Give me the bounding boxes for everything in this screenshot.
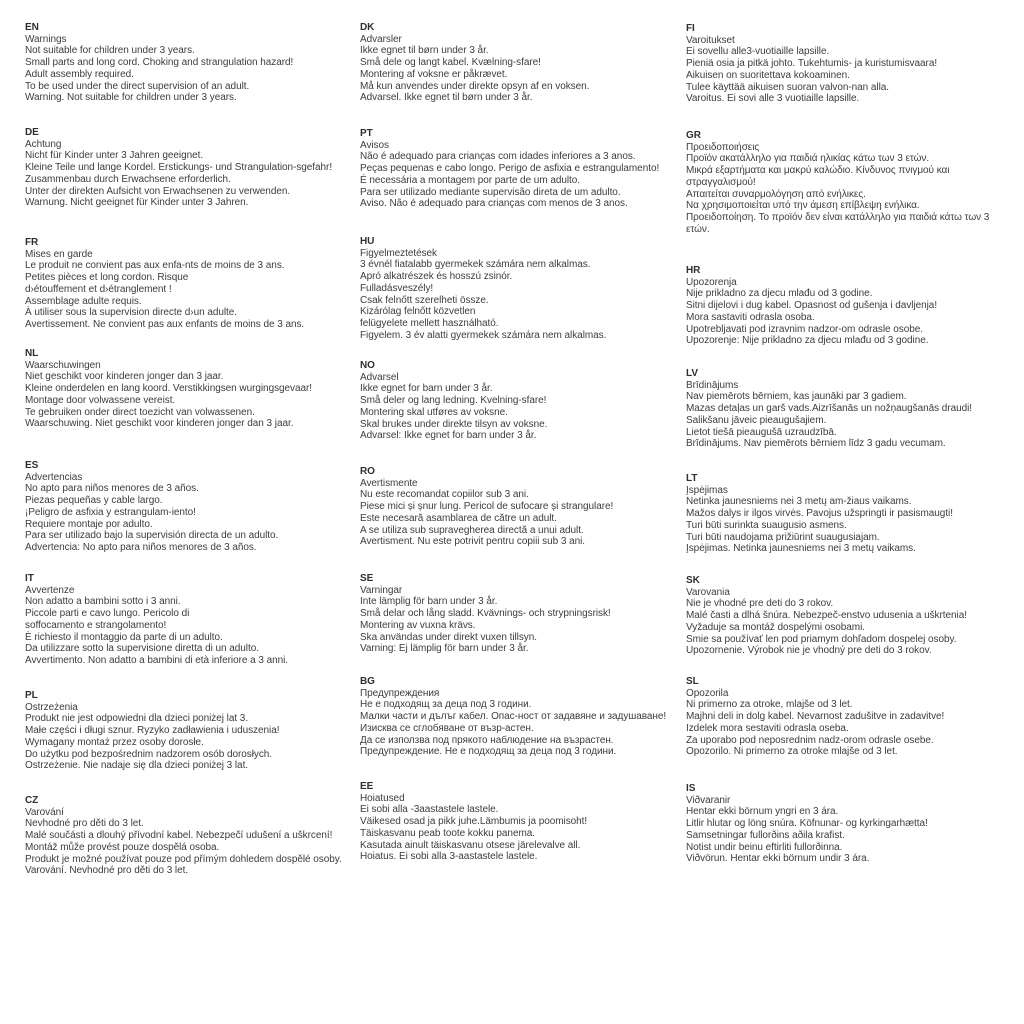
warning-line: Avvertimento. Non adatto a bambini di età inferiore a 3 anni. [25,654,289,666]
warning-line: Adult assembly required. [25,68,134,80]
warning-line: Предупреждение. Не е подходящ за деца под 3 години. [360,746,617,758]
warning-block-ee [360,781,587,863]
warning-line: Μικρά εξαρτήματα και μακρύ καλώδιο. Κίνδυνος πνιγμού και [686,165,950,177]
warning-line: Varning: Ej lämplig för barn under 3 år. [360,643,529,655]
warning-line: Za uporabo pod neposrednim nadz-orom odrasle osebe. [686,734,934,746]
warning-line: 3 évnél fiatalabb gyermekek számára nem alkalmas. [360,259,591,271]
language-code-es: ES [25,460,39,471]
warning-line: Προειδοποίηση. Το προϊόν δεν είναι κατάλληλο για παιδιά κάτω των 3 [686,211,990,223]
warning-line: Requiere montaje por adulto. [25,518,153,530]
warning-block-ro [360,466,613,548]
warning-line: Waarschuwingen [25,359,101,371]
warning-line: Warning. Not suitable for children under 3 years. [25,92,237,104]
warning-line: Ikke egnet til børn under 3 år. [360,45,489,57]
warning-line: Sitni dijelovi i dug kabel. Opasnost od gušenja i davljenja! [686,300,938,312]
warning-line: Kasutada ainult täiskasvanu otsese järelevalve all. [360,839,581,851]
warning-line: Lietot tiešā pieaugušā uzraudzībā. [686,426,837,438]
language-code-pt: PT [360,128,373,139]
warning-line: Figyelmeztetések [360,247,438,259]
language-code-lv: LV [686,368,698,379]
language-code-fi: FI [686,23,695,34]
warning-line: Para ser utilizado bajo la supervisión directa de un adulto. [25,530,279,542]
warning-line: Må kun anvendes under direkte opsyn af en voksen. [360,80,590,92]
warning-line: Não é adequado para crianças com idades inferiores a 3 anos. [360,151,636,163]
warning-line: Varování [25,806,64,818]
language-code-lt: LT [686,473,698,484]
warning-line: Montage door volwassene vereist. [25,394,176,406]
warning-block-lv [686,368,972,450]
warning-line: ¡Peligro de asfixia y estrangulam-iento! [25,506,196,518]
warning-line: Hentar ekki börnum yngri en 3 ára. [686,806,839,818]
warning-block-is [686,783,928,865]
warning-line: Nevhodné pro děti do 3 let. [25,818,144,830]
warning-line: Ei sobi alla -3aastastele lastele. [360,804,499,816]
warning-block-dk [360,22,589,104]
warning-line: Avvertenze [25,584,75,596]
warning-block-hu [360,236,606,341]
warning-block-gr [686,130,989,235]
warning-line: Малки части и дълъг кабел. Опас-ност от задавяне и задушаване! [360,711,667,723]
warning-line: À utiliser sous la supervision directe d›un adulte. [25,307,238,319]
language-code-ee: EE [360,781,374,792]
warning-line: Fulladásveszély! [360,282,434,294]
warning-line: Assemblage adulte requis. [25,295,142,307]
language-code-sl: SL [686,676,699,687]
warning-line: Csak felnőtt szerelheti össze. [360,294,489,306]
warning-line: Inte lämplig för barn under 3 år. [360,596,498,608]
warning-line: Nicht für Kinder unter 3 Jahren geeignet. [25,150,204,162]
language-code-is: IS [686,783,696,794]
warning-block-hr [686,265,937,347]
warning-line: Advarsel: Ikke egnet for barn under 3 år. [360,430,537,442]
warning-line: Litlir hlutar og löng snúra. Köfnunar- og kyrkingarhætta! [686,818,928,830]
language-code-it: IT [25,573,34,584]
warning-line: Aikuisen on suoritettava kokoaminen. [686,69,850,81]
warning-line: Įspėjimas. Netinka jaunesniems nei 3 metų vaikams. [686,543,916,555]
warning-block-se [360,573,611,655]
warning-block-de [25,127,332,209]
warning-line: Små delar och lång sladd. Kvävnings- och strypningsrisk! [360,608,611,620]
warning-block-it [25,573,288,667]
warning-line: Advertencia: No apto para niños menores de 3 años. [25,541,257,553]
warning-line: στραγγαλισμού! [686,176,756,188]
warning-line: Avertismente [360,477,418,489]
language-code-nl: NL [25,348,39,359]
warning-line: Not suitable for children under 3 years. [25,45,195,57]
language-code-bg: BG [360,676,375,687]
warning-line: Piccole parti e cavo lungo. Pericolo di [25,608,190,620]
language-code-dk: DK [360,22,375,33]
warning-line: d›étouffement et d›étranglement ! [25,283,172,295]
warning-line: Le produit ne convient pas aux enfa-nts de moins de 3 ans. [25,260,285,272]
warning-line: Täiskasvanu peab toote kokku panema. [360,827,535,839]
warning-line: Para ser utilizado mediante supervisão direta de um adulto. [360,186,621,198]
warning-line: Mažos dalys ir ilgos virvės. Pavojus užspringti ir pasismaugti! [686,508,953,520]
language-code-fr: FR [25,237,39,248]
warning-line: Изисква се сглобяване от възр-астен. [360,722,534,734]
warning-line: Non adatto a bambini sotto i 3 anni. [25,596,181,608]
warning-line: Advarsel. Ikke egnet til børn under 3 år. [360,92,533,104]
warning-line: Nie je vhodné pre deti do 3 rokov. [686,598,834,610]
warning-line: Да се използва под прякото наблюдение на възрастен. [360,734,614,746]
warning-line: soffocamento e strangolamento! [25,619,167,631]
warning-line: Apró alkatrészek és hosszú zsinór. [360,271,513,283]
language-code-hu: HU [360,236,375,247]
warning-line: Не е подходящ за деца под 3 години. [360,699,532,711]
warning-line: ετών. [686,223,710,235]
warning-line: Advarsler [360,33,402,45]
warning-line: Ikke egnet for barn under 3 år. [360,383,493,395]
warning-line: Upozornenie. Výrobok nie je vhodný pre deti do 3 rokov. [686,645,932,657]
warning-block-pt [360,128,659,210]
language-code-de: DE [25,127,39,138]
warning-line: Unter der direkten Aufsicht von Erwachsenen zu verwenden. [25,185,291,197]
warning-line: Brīdinājums [686,379,739,391]
warning-line: Achtung [25,138,62,150]
warning-line: Aviso. Não é adequado para crianças com menos de 3 anos. [360,198,628,210]
warning-block-sl [686,676,944,758]
warning-block-no [360,360,547,442]
warning-line: Majhni deli in dolg kabel. Nevarnost zadušitve in zadavitve! [686,711,945,723]
warning-line: Mora sastaviti odrasla osoba. [686,311,815,323]
language-code-ro: RO [360,466,375,477]
warning-line: Ei sovellu alle3-vuotiaille lapsille. [686,46,830,58]
warning-line: Da utilizzare sotto la supervisione diretta di un adulto. [25,643,259,655]
warning-line: Varování. Nevhodné pro děti do 3 let. [25,865,189,877]
warning-block-pl [25,690,279,772]
language-code-gr: GR [686,130,701,141]
warning-line: Kleine Teile und lange Kordel. Erstickungs- und Strangulation-sgefahr! [25,162,333,174]
warning-block-fi [686,23,937,105]
warning-line: Viðvaranir [686,794,731,806]
warning-line: No apto para niños menores de 3 años. [25,483,199,495]
warning-line: Avertissement. Ne convient pas aux enfants de moins de 3 ans. [25,318,305,330]
warning-line: Piese mici și șnur lung. Pericol de sufocare și strangulare! [360,501,614,513]
warning-line: Προϊόν ακατάλληλο για παιδιά ηλικίας κάτω των 3 ετών. [686,153,930,165]
warning-block-bg [360,676,666,758]
warning-line: Produkt je možné používat pouze pod přímým dohledem dospělé osoby. [25,853,342,865]
warning-line: Salikšanu jāveic pieaugušajiem. [686,414,827,426]
warning-line: Piezas pequeñas y cable largo. [25,495,163,507]
warning-line: Nu este recomandat copiilor sub 3 ani. [360,489,529,501]
warning-line: Nije prikladno za djecu mlađu od 3 godine. [686,288,873,300]
warning-line: Να χρησιμοποιείται υπό την άμεση επίβλεψη ενήλικα. [686,200,920,212]
warning-line: Įspėjimas [686,484,728,496]
warning-line: Vyžaduje sa montáž dospelými osobami. [686,621,865,633]
warning-line: Montáž může provést pouze dospělá osoba. [25,841,220,853]
warning-line: Avisos [360,139,389,151]
warning-line: Mises en garde [25,248,93,260]
warning-block-fr [25,237,304,331]
warning-line: Warnings [25,33,67,45]
warning-block-en [25,22,293,104]
warning-line: Hoiatused [360,792,405,804]
warning-block-es [25,460,278,554]
warning-line: Upozorenje: Nije prikladno za djecu mlađu od 3 godine. [686,335,929,347]
warning-line: Do użytku pod bezpośrednim nadzorem osób dorosłych. [25,748,273,760]
warning-line: Απαιτείται συναρμολόγηση από ενήλικες. [686,188,866,200]
warning-line: Montering af voksne er påkrævet. [360,68,508,80]
warning-line: Viðvörun. Hentar ekki börnum undir 3 ára. [686,853,870,865]
warning-line: Małe części i długi sznur. Ryzyko zadławienia i uduszenia! [25,725,280,737]
warning-line: Ostrzeżenia [25,701,78,713]
warning-line: Varoitukset [686,34,735,46]
warning-line: Figyelem. 3 év alatti gyermekek számára nem alkalmas. [360,329,607,341]
warning-line: Opozorila [686,687,729,699]
warning-line: Este necesară asamblarea de către un adult. [360,512,557,524]
language-code-no: NO [360,360,375,371]
warning-line: Turi būti naudojama prižiūrint suaugusiajam. [686,531,880,543]
language-code-sk: SK [686,575,700,586]
warning-line: Mazas detaļas un garš vads.Aizrīšanās un nožņaugšanās draudi! [686,403,973,415]
warning-line: Te gebruiken onder direct toezicht van volwassenen. [25,406,255,418]
warning-line: Montering skal utføres av voksne. [360,406,508,418]
language-code-pl: PL [25,690,38,701]
warning-line: Avertisment. Nu este potrivit pentru copiii sub 3 ani. [360,536,586,548]
warning-line: Hoiatus. Ei sobi alla 3-aastastele lastele. [360,851,538,863]
warning-block-lt [686,473,953,555]
warning-line: Petites pièces et long cordon. Risque [25,272,189,284]
warning-line: Skal brukes under direkte tilsyn av voksne. [360,418,548,430]
warning-line: Malé časti a dlhá šnúra. Nebezpeč-enstvo udusenia a uškrtenia! [686,610,967,622]
warning-line: Advertencias [25,471,83,483]
warning-line: Предупреждения [360,687,440,699]
warning-line: È richiesto il montaggio da parte di un adulto. [25,631,223,643]
warning-line: Zusammenbau durch Erwachsene erforderlich. [25,173,231,185]
warning-line: Tulee käyttää aikuisen suoran valvon-nan alla. [686,81,890,93]
warning-line: A se utiliza sub supravegherea directă a unui adult. [360,524,584,536]
warning-line: Montering av vuxna krävs. [360,619,476,631]
warning-line: Upozorenja [686,276,737,288]
warning-line: Advarsel [360,371,399,383]
warning-line: Produkt nie jest odpowiedni dla dzieci poniżej lat 3. [25,713,249,725]
warning-line: Warnung. Nicht geeignet für Kinder unter 3 Jahren. [25,197,249,209]
warning-line: Peças pequenas e cabo longo. Perigo de asfixia e estrangulamento! [360,163,660,175]
warning-line: To be used under the direct supervision of an adult. [25,80,250,92]
warning-line: Samsetningar fullorðins aðila krafist. [686,829,845,841]
warning-line: Små deler og lang ledning. Kvelning-sfare! [360,395,547,407]
warning-line: Niet geschikt voor kinderen jonger dan 3 jaar. [25,371,224,383]
warning-line: Wymagany montaż przez osoby dorosłe. [25,736,204,748]
warning-line: Turi būti surinkta suaugusio asmens. [686,519,847,531]
warning-line: Pieniä osia ja pitkä johto. Tukehtumis- ja kuristumisvaara! [686,58,938,70]
warning-line: Brīdinājums. Nav piemērots bērniem līdz 3 gadu vecumam. [686,438,946,450]
warning-line: Väikesed osad ja pikk juhe.Lämbumis ja poomisoht! [360,816,588,828]
warning-block-sk [686,575,967,657]
language-code-se: SE [360,573,374,584]
warning-line: Smie sa používať len pod priamym dohľadom dospelej osoby. [686,633,957,645]
warning-line: Netinka jaunesniems nei 3 metų am-žiaus vaikams. [686,496,912,508]
warning-line: Kizárólag felnőtt közvetlen [360,306,476,318]
warning-line: Små dele og langt kabel. Kvælning-sfare! [360,57,541,69]
warning-line: Opozorilo. Ni primerno za otroke mlajše od 3 let. [686,746,898,758]
warning-line: Izdelek mora sestaviti odrasla oseba. [686,722,849,734]
language-code-en: EN [25,22,39,33]
warning-line: Upotrebljavati pod izravnim nadzor-om odrasle osobe. [686,323,923,335]
warning-line: Varningar [360,584,403,596]
warning-line: Waarschuwing. Niet geschikt voor kinderen jonger dan 3 jaar. [25,418,294,430]
warning-line: felügyelete mellett használható. [360,317,499,329]
warning-line: Varoitus. Ei sovi alle 3 vuotiaille lapsille. [686,93,860,105]
warning-block-nl [25,348,312,430]
language-code-hr: HR [686,265,701,276]
warning-line: Malé součásti a dlouhý přívodní kabel. Nebezpečí udušení a uškrcení! [25,830,333,842]
warning-line: Ska användas under direkt vuxen tillsyn. [360,631,537,643]
warning-line: Ni primerno za otroke, mlajše od 3 let. [686,699,853,711]
warning-line: É necessária a montagem por parte de um adulto. [360,174,580,186]
warning-line: Varovania [686,586,730,598]
language-code-cz: CZ [25,795,39,806]
warning-line: Notist undir beinu eftirliti fullorðinna. [686,841,843,853]
warning-line: Προειδοποιήσεις [686,141,760,153]
warning-line: Small parts and long cord. Choking and strangulation hazard! [25,57,294,69]
warning-block-cz [25,795,342,877]
warning-line: Ostrzeżenie. Nie nadaje się dla dzieci poniżej 3 lat. [25,760,249,772]
warning-line: Nav piemērots bērniem, kas jaunāki par 3 gadiem. [686,391,907,403]
warning-line: Kleine onderdelen en lang koord. Verstikkingsen wurgingsgevaar! [25,383,313,395]
